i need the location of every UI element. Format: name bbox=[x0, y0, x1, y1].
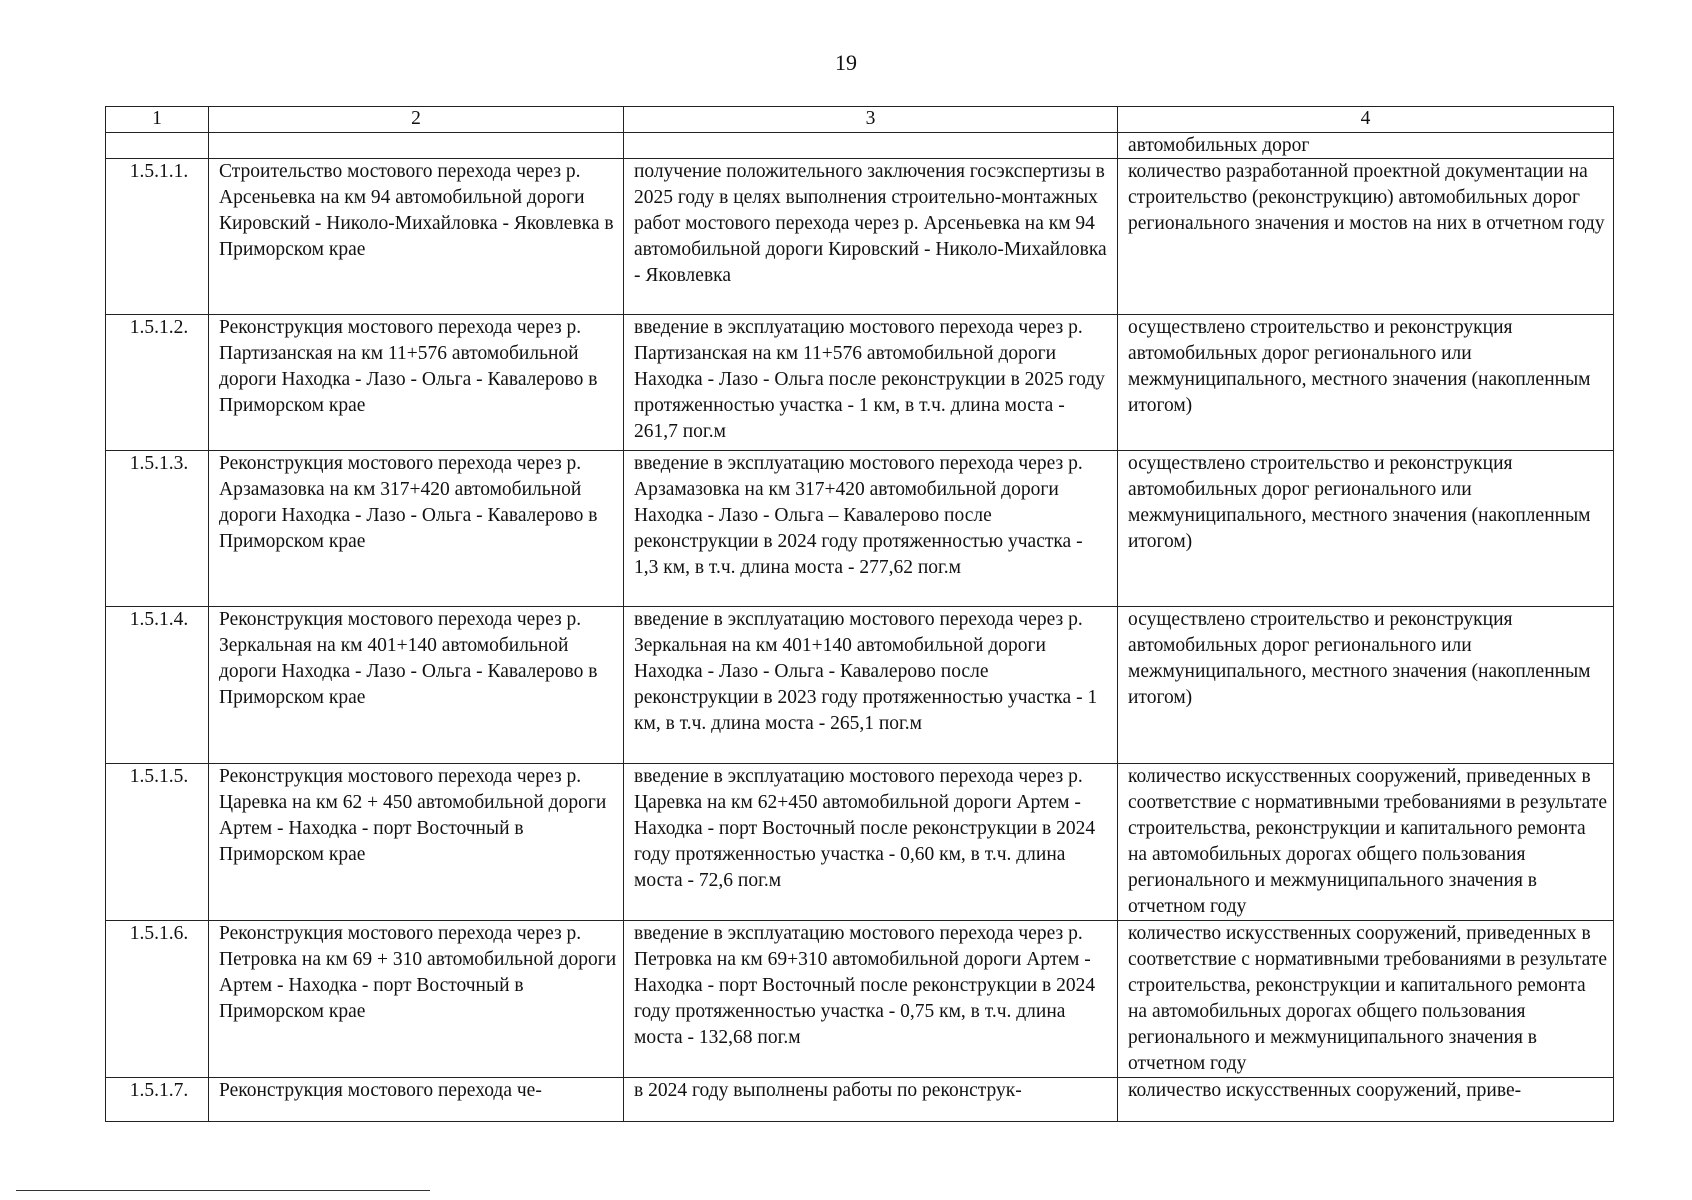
table-row bbox=[106, 315, 1614, 451]
row-number: 1.5.1.3. bbox=[106, 451, 209, 607]
expected-result: введение в эксплуатацию мостового перехода через р. Арзамазовка на км 317+420 автомобильной дороги Находка - Лазо - Ольга – Кавалерово после реконструкции в 2024 году протяженностью участка - 1,3 км, в т.ч. длина моста - 277,62 пог.м bbox=[624, 451, 1118, 607]
measure-name: Строительство мостового перехода через р. Арсеньевка на км 94 автомобильной дороги Кировский - Николо-Михайловка - Яковлевка в Приморском крае bbox=[209, 159, 624, 315]
column-header: 2 bbox=[209, 107, 624, 133]
table-cell bbox=[106, 133, 209, 159]
expected-result: введение в эксплуатацию мостового перехода через р. Партизанская на км 11+576 автомобильной дороги Находка - Лазо - Ольга после реконструкции в 2025 году протяженностью участка - 1 км, в т.ч. длина моста - 261,7 пог.м bbox=[624, 315, 1118, 451]
table-row bbox=[106, 921, 1614, 1078]
column-header: 4 bbox=[1118, 107, 1614, 133]
indicator: осуществлено строительство и реконструкция автомобильных дорог регионального или межмуниципального, местного значения (накопленным итогом) bbox=[1118, 451, 1614, 607]
indicator: осуществлено строительство и реконструкция автомобильных дорог регионального или межмуниципального, местного значения (накопленным итогом) bbox=[1118, 607, 1614, 764]
table-cell: автомобильных дорог bbox=[1118, 133, 1614, 159]
measure-name: Реконструкция мостового перехода через р. Зеркальная на км 401+140 автомобильной дороги Находка - Лазо - Ольга - Кавалерово в Приморском крае bbox=[209, 607, 624, 764]
indicator: количество искусственных сооружений, приведенных в соответствие с нормативными требованиями в результате строительства, реконструкции и капитального ремонта на автомобильных дорогах общего пользования регионального и межмуниципального значения в отчетном году bbox=[1118, 921, 1614, 1078]
table-row bbox=[106, 451, 1614, 607]
continuation-row bbox=[106, 133, 1614, 159]
program-measures-table bbox=[105, 106, 1614, 1122]
measure-name: Реконструкция мостового перехода через р. Арзамазовка на км 317+420 автомобильной дороги Находка - Лазо - Ольга - Кавалерово в Приморском крае bbox=[209, 451, 624, 607]
column-header: 1 bbox=[106, 107, 209, 133]
row-number: 1.5.1.6. bbox=[106, 921, 209, 1078]
measure-name: Реконструкция мостового перехода че- bbox=[209, 1078, 624, 1122]
row-number: 1.5.1.1. bbox=[106, 159, 209, 315]
expected-result: введение в эксплуатацию мостового перехода через р. Царевка на км 62+450 автомобильной дороги Артем - Находка - порт Восточный после реконструкции в 2024 году протяженностью участка - 0,60 км, в т.ч. длина моста - 72,6 пог.м bbox=[624, 764, 1118, 921]
table-row bbox=[106, 159, 1614, 315]
expected-result: получение положительного заключения госэкспертизы в 2025 году в целях выполнения строительно-монтажных работ мостового перехода через р. Арсеньевка на км 94 автомобильной дороги Кировский - Николо-Михайловка - Яковлевка bbox=[624, 159, 1118, 315]
table-row bbox=[106, 764, 1614, 921]
measure-name: Реконструкция мостового перехода через р. Партизанская на км 11+576 автомобильной дороги Находка - Лазо - Ольга - Кавалерово в Приморском крае bbox=[209, 315, 624, 451]
footnote-separator-line bbox=[16, 1190, 430, 1191]
column-header: 3 bbox=[624, 107, 1118, 133]
indicator: количество искусственных сооружений, приве- bbox=[1118, 1078, 1614, 1122]
expected-result: введение в эксплуатацию мостового перехода через р. Петровка на км 69+310 автомобильной дороги Артем - Находка - порт Восточный после реконструкции в 2024 году протяженностью участка - 0,75 км, в т.ч. длина моста - 132,68 пог.м bbox=[624, 921, 1118, 1078]
expected-result: в 2024 году выполнены работы по реконструк- bbox=[624, 1078, 1118, 1122]
table-row bbox=[106, 607, 1614, 764]
indicator: осуществлено строительство и реконструкция автомобильных дорог регионального или межмуниципального, местного значения (накопленным итогом) bbox=[1118, 315, 1614, 451]
measure-name: Реконструкция мостового перехода через р. Царевка на км 62 + 450 автомобильной дороги Артем - Находка - порт Восточный в Приморском крае bbox=[209, 764, 624, 921]
indicator: количество разработанной проектной документации на строительство (реконструкцию) автомобильных дорог регионального значения и мостов на них в отчетном году bbox=[1118, 159, 1614, 315]
table-cell bbox=[209, 133, 624, 159]
table-header-row bbox=[106, 107, 1614, 133]
page-number: 19 bbox=[835, 50, 857, 75]
table-row bbox=[106, 1078, 1614, 1122]
expected-result: введение в эксплуатацию мостового перехода через р. Зеркальная на км 401+140 автомобильной дороги Находка - Лазо - Ольга - Кавалерово после реконструкции в 2023 году протяженностью участка - 1 км, в т.ч. длина моста - 265,1 пог.м bbox=[624, 607, 1118, 764]
indicator: количество искусственных сооружений, приведенных в соответствие с нормативными требованиями в результате строительства, реконструкции и капитального ремонта на автомобильных дорогах общего пользования регионального и межмуниципального значения в отчетном году bbox=[1118, 764, 1614, 921]
measure-name: Реконструкция мостового перехода через р. Петровка на км 69 + 310 автомобильной дороги Артем - Находка - порт Восточный в Приморском крае bbox=[209, 921, 624, 1078]
row-number: 1.5.1.7. bbox=[106, 1078, 209, 1122]
row-number: 1.5.1.4. bbox=[106, 607, 209, 764]
row-number: 1.5.1.2. bbox=[106, 315, 209, 451]
table-cell bbox=[624, 133, 1118, 159]
row-number: 1.5.1.5. bbox=[106, 764, 209, 921]
